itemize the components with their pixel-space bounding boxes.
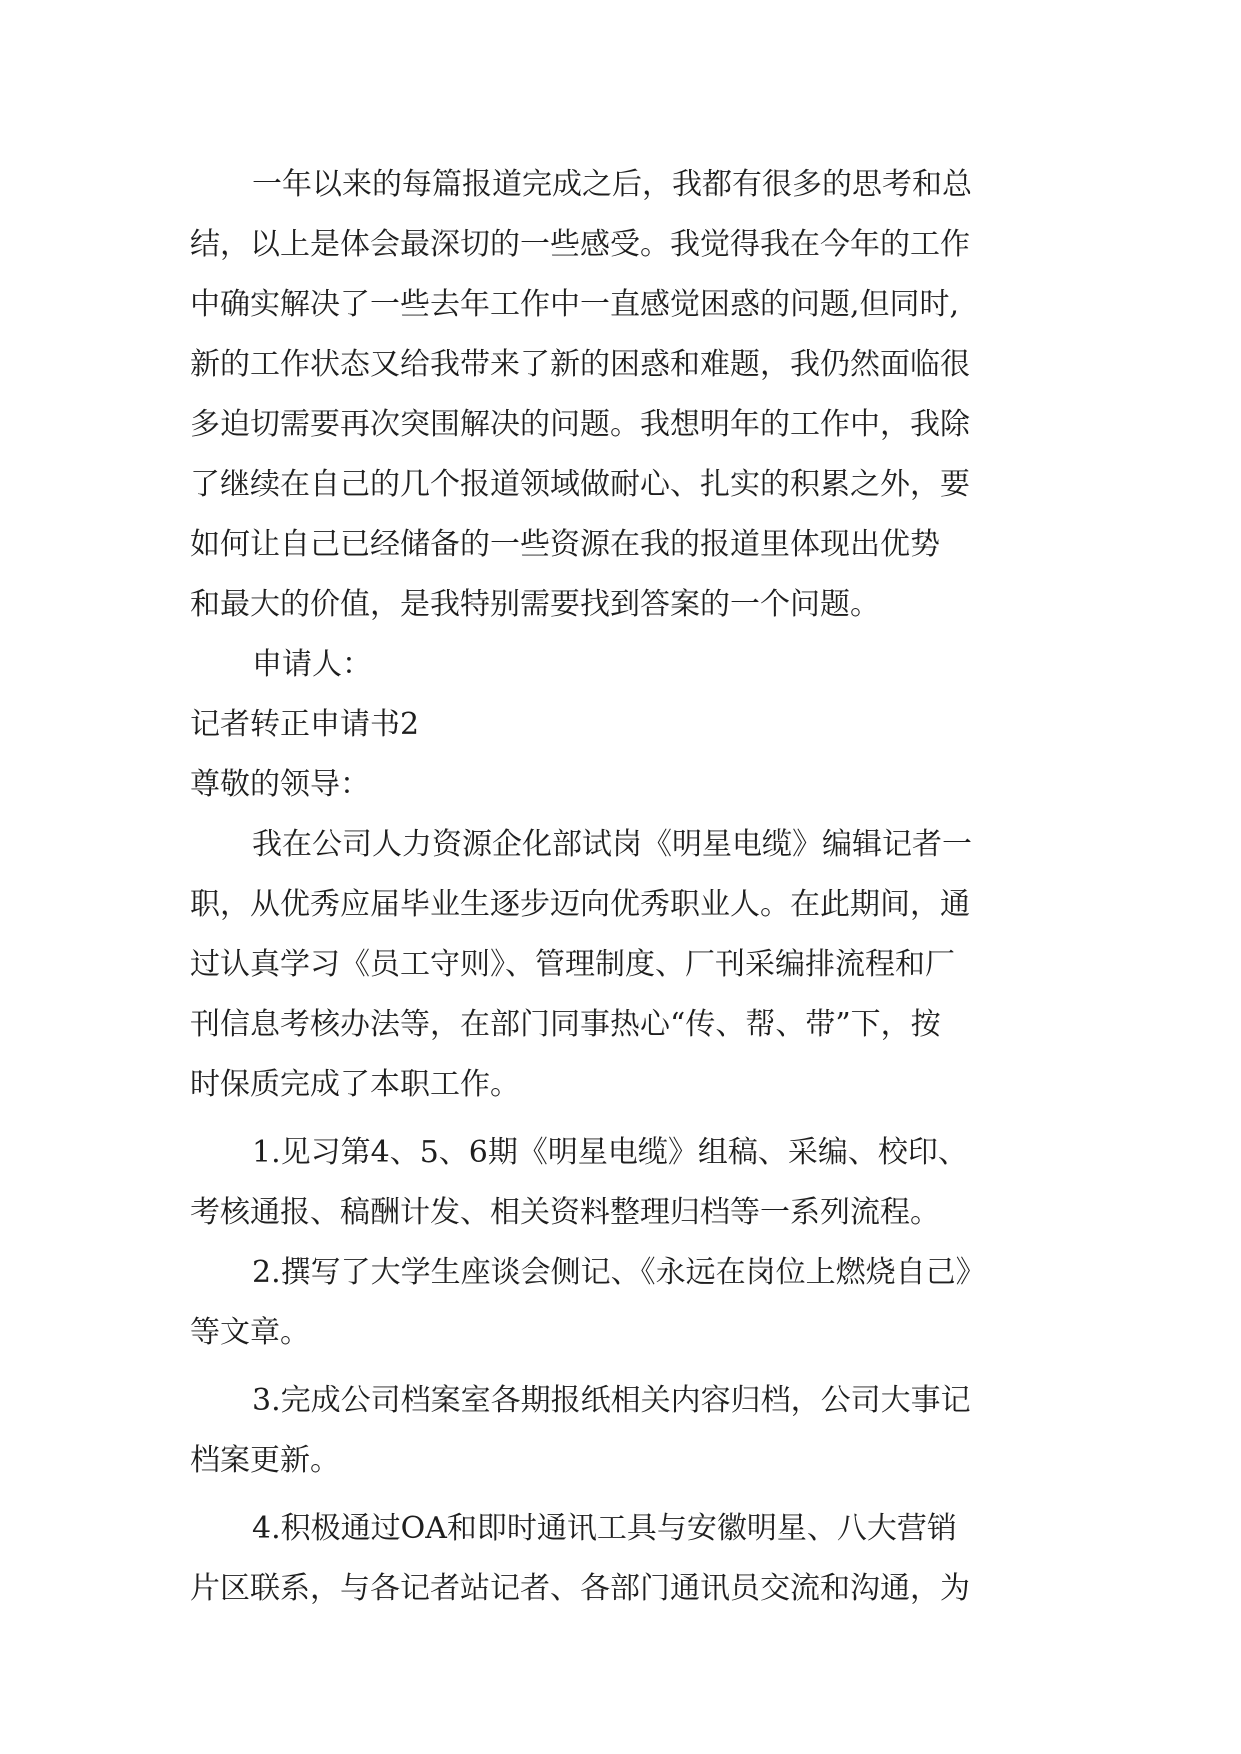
text-line: 过认真学习《员工守则》、管理制度、厂刊采编排流程和厂: [190, 947, 955, 982]
text-line: 我在公司人力资源企化部试岗《明星电缆》编辑记者一: [252, 827, 972, 862]
text-line: 新的工作状态又给我带来了新的困惑和难题，我仍然面临很: [190, 347, 970, 382]
text-line: 了继续在自己的几个报道领域做耐心、扎实的积累之外，要: [190, 467, 970, 502]
list-item: 1.见习第4、5、6期《明星电缆》组稿、采编、校印、: [252, 1135, 968, 1170]
list-item: 4.积极通过OA和即时通讯工具与安徽明星、八大营销: [252, 1511, 957, 1546]
text-line: 考核通报、稿酬计发、相关资料整理归档等一系列流程。: [190, 1195, 940, 1230]
applicant-label: 申请人：: [252, 647, 372, 682]
salutation: 尊敬的领导：: [190, 767, 370, 802]
text-line: 和最大的价值，是我特别需要找到答案的一个问题。: [190, 587, 880, 622]
text-line: 职，从优秀应届毕业生逐步迈向优秀职业人。在此期间，通: [190, 887, 970, 922]
section-title: 记者转正申请书2: [190, 707, 420, 742]
text-line: 档案更新。: [190, 1443, 340, 1478]
text-line: 中确实解决了一些去年工作中一直感觉困惑的问题,但同时,: [190, 287, 960, 322]
text-line: 结，以上是体会最深切的一些感受。我觉得我在今年的工作: [190, 227, 970, 262]
text-line: 等文章。: [190, 1315, 310, 1350]
list-item: 2.撰写了大学生座谈会侧记、《永远在岗位上燃烧自己》: [252, 1255, 986, 1290]
text-line: 一年以来的每篇报道完成之后，我都有很多的思考和总: [252, 167, 972, 202]
text-line: 刊信息考核办法等，在部门同事热心“传、帮、带”下，按: [190, 1007, 941, 1042]
text-line: 如何让自己已经储备的一些资源在我的报道里体现出优势: [190, 527, 940, 562]
text-line: 时保质完成了本职工作。: [190, 1067, 520, 1102]
text-line: 多迫切需要再次突围解决的问题。我想明年的工作中，我除: [190, 407, 970, 442]
list-item: 3.完成公司档案室各期报纸相关内容归档，公司大事记: [252, 1383, 971, 1418]
text-line: 片区联系，与各记者站记者、各部门通讯员交流和沟通，为: [190, 1571, 970, 1606]
